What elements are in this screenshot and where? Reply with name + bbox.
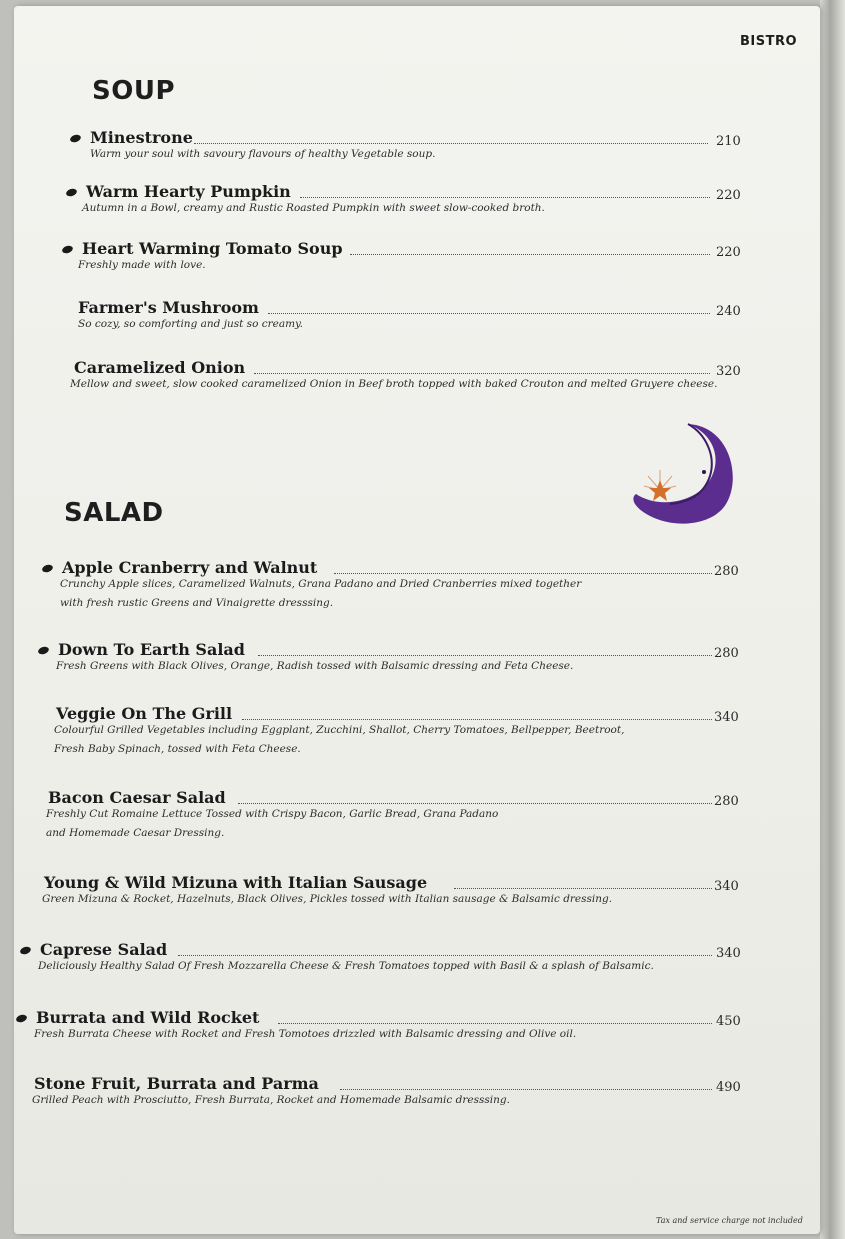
item-price: 280 [714,646,739,661]
dotted-leader [350,254,710,255]
dotted-leader [454,888,712,889]
item-price: 210 [716,134,741,149]
header-label: BISTRO [740,34,798,49]
footnote-tax: Tax and service charge not included [656,1216,803,1225]
item-price: 490 [716,1080,741,1095]
item-description: Colourful Grilled Vegetables including Eggplant, Zucchini, Shallot, Cherry Tomatoes, Bellpepper, Beetroot, [54,724,625,736]
item-name: Minestrone [90,128,193,147]
item-price: 340 [716,946,741,961]
item-name: Caprese Salad [40,940,168,959]
item-name: Bacon Caesar Salad [48,788,226,807]
moon-logo-icon [630,418,742,530]
item-name: Farmer's Mushroom [78,298,259,317]
item-name: Caramelized Onion [74,358,246,377]
item-price: 240 [716,304,741,319]
item-name: Burrata and Wild Rocket [36,1008,260,1027]
item-name: Stone Fruit, Burrata and Parma [34,1074,319,1093]
item-description: Freshly Cut Romaine Lettuce Tossed with Crispy Bacon, Garlic Bread, Grana Padano [46,808,499,820]
dotted-leader [334,573,712,574]
item-description: with fresh rustic Greens and Vinaigrette dresssing. [60,597,334,609]
item-description: Deliciously Healthy Salad Of Fresh Mozzarella Cheese & Fresh Tomatoes topped with Basil & a splash of Balsamic. [38,960,654,972]
item-name: Young & Wild Mizuna with Italian Sausage [44,873,428,892]
section-title-soup: SOUP [92,76,175,106]
dotted-leader [254,373,710,374]
item-price: 450 [716,1014,741,1029]
dotted-leader [300,197,710,198]
section-title-salad: SALAD [64,498,164,528]
dotted-leader [268,313,710,314]
item-description: Autumn in a Bowl, creamy and Rustic Roasted Pumpkin with sweet slow-cooked broth. [82,202,545,214]
dotted-leader [258,655,712,656]
dotted-leader [194,143,708,144]
item-description: Crunchy Apple slices, Caramelized Walnuts, Grana Padano and Dried Cranberries mixed together [60,578,582,590]
item-description: So cozy, so comforting and just so creamy. [78,318,303,330]
item-description: Freshly made with love. [78,259,206,271]
item-description: Fresh Baby Spinach, tossed with Feta Cheese. [54,743,301,755]
item-name: Apple Cranberry and Walnut [62,558,318,577]
item-price: 340 [714,879,739,894]
dotted-leader [238,803,712,804]
item-description: Fresh Burrata Cheese with Rocket and Fresh Tomotoes drizzled with Balsamic dressing and Olive oil. [34,1028,577,1040]
item-description: Mellow and sweet, slow cooked caramelized Onion in Beef broth topped with baked Crouton and melted Gruyere cheese. [70,378,718,390]
item-price: 220 [716,245,741,260]
item-price: 280 [714,794,739,809]
item-description: and Homemade Caesar Dressing. [46,827,225,839]
item-description: Warm your soul with savoury flavours of healthy Vegetable soup. [90,148,436,160]
item-description: Green Mizuna & Rocket, Hazelnuts, Black Olives, Pickles tossed with Italian sausage & Balsamic dressing. [42,893,613,905]
item-price: 340 [714,710,739,725]
dotted-leader [178,955,712,956]
item-price: 320 [716,364,741,379]
dotted-leader [278,1023,712,1024]
item-name: Heart Warming Tomato Soup [82,239,343,258]
dotted-leader [242,719,712,720]
item-name: Down To Earth Salad [58,640,245,659]
item-name: Veggie On The Grill [56,704,233,723]
item-description: Fresh Greens with Black Olives, Orange, Radish tossed with Balsamic dressing and Feta Cheese. [56,660,574,672]
item-name: Warm Hearty Pumpkin [86,182,291,201]
item-description: Grilled Peach with Prosciutto, Fresh Burrata, Rocket and Homemade Balsamic dresssing. [32,1094,510,1106]
item-price: 220 [716,188,741,203]
item-price: 280 [714,564,739,579]
dotted-leader [340,1089,712,1090]
binder-edge [820,0,845,1239]
